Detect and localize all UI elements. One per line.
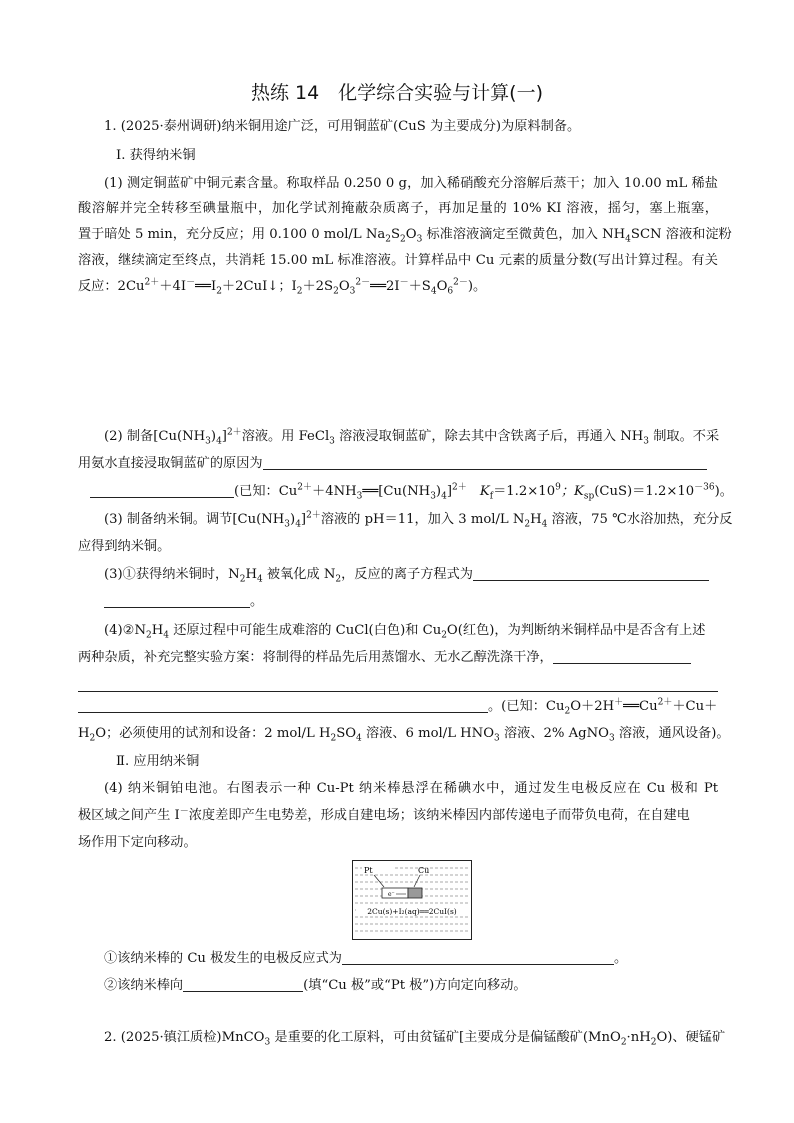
q1-sub2: ②该纳米棒向 (填“Cu 极”或“Pt 极”)方向定向移动。: [104, 978, 527, 993]
q1-p2-line1: (2) 制备$[Cu(NH_3)_4]^{2+}$溶液。用 FeCl$_3$ 溶液浸取铜蓝矿，除去其中含铁离子后，再通入 $NH_3$ 制取。不采: [104, 427, 720, 447]
q1-p3-line1: (3) 制备纳米铜。调节$[Cu(NH_3)_4]^{2+}$溶液的 pH＝11，加入 3 mol/L $N_2H_4$ 溶液，75 ℃水浴加热，充分反: [104, 510, 733, 530]
q1-p1-line2: 酸溶解并完全转移至碘量瓶中，加化学试剂掩蔽杂质离子，再加足量的 10% KI 溶液，摇匀，塞上瓶塞，: [78, 201, 718, 216]
q1-p3-line2: 应得到纳米铜。: [78, 539, 171, 554]
cu-pt-nanorod-diagram: [352, 860, 472, 940]
answer-blank-experiment[interactable]: [553, 649, 691, 664]
q1-p2-line3: (已知：$Cu^{2+}+4NH_3══[Cu(NH_3)_4]^{2+}$ $K_f=1.2\times 10^9$；$K_{sp}(CuS)=1.2\times 10^{-36}$)。: [90, 482, 733, 502]
section-heading-2: Ⅱ. 应用纳米铜: [116, 754, 200, 769]
q1-p4-line3: [78, 676, 718, 696]
answer-blank-reason-cont[interactable]: [90, 483, 234, 498]
pt-label: Pt: [364, 866, 373, 875]
q2-line1: 2. (2025·镇江质检)MnCO$_3$ 是重要的化工原料，可由贫锰矿[主要成分是偏锰酸矿$(MnO_2\cdot nH_2O)$、硬锰矿: [104, 1030, 726, 1048]
q1-p1-line3: 置于暗处 5 min，充分反应；用 0.100 0 mol/L $Na_2S_2O_3$ 标准溶液滴定至微黄色，加入 $NH_4SCN$ 溶液和淀粉: [78, 227, 732, 245]
q1-p4-line5: $H_2O$；必须使用的试剂和设备：2 mol/L $H_2SO_4$ 溶液、6 mol/L $HNO_3$ 溶液、2% AgNO$_3$ 溶液，通风设备)。: [78, 726, 730, 744]
q1-p2-line2: 用氨水直接浸取铜蓝矿的原因为: [78, 454, 707, 474]
q1-p1-line5: 反应：$2Cu^{2+}+4I^-══I_2+2CuI↓$；$I_2+2S_2O_3^{2-}══2I^-+S_4O_6^{2-}$)。: [78, 277, 487, 297]
cu-segment: [408, 888, 422, 898]
q1-p4-line2: 两种杂质，补充完整实验方案：将制得的样品先后用蒸馏水、无水乙醇洗涤干净，: [78, 648, 691, 668]
q1-intro: 1. (2025·泰州调研)纳米铜用途广泛，可用铜蓝矿(CuS 为主要成分)为原料制备。: [104, 119, 581, 134]
answer-blank-ionic-equation-cont[interactable]: [104, 593, 250, 608]
pt-segment: [382, 888, 408, 898]
answer-blank-ionic-equation[interactable]: [473, 566, 709, 581]
page-title: 热练 14 化学综合实验与计算(一): [250, 82, 544, 104]
q1-p3b-line1: (3)①获得纳米铜时，$N_2H_4$ 被氧化成 $N_2$，反应的离子方程式为: [104, 565, 709, 585]
answer-blank-electrode-reaction[interactable]: [342, 950, 614, 965]
q1-p4-line4: 。(已知：$Cu_2O+2H^+══Cu^{2+}+Cu+$: [78, 697, 717, 717]
q1-p5-line3: 场作用下定向移动。: [78, 835, 197, 850]
answer-blank-experiment-end[interactable]: [78, 698, 488, 713]
electron-label: e⁻: [388, 891, 395, 898]
cu-label: Cu: [418, 866, 430, 875]
q1-p5-line2: 极区域之间产生 I－浓度差即产生电势差，形成自建电场；该纳米棒因内部传递电子而带负电荷，在自建电: [78, 806, 690, 823]
reaction-equation: 2Cu(s)+I₂(aq)══2CuI(s): [367, 907, 457, 916]
q1-p5-line1: (4) 纳米铜铂电池。右图表示一种 Cu-Pt 纳米棒悬浮在稀碘水中，通过发生电极反应在 Cu 极和 Pt: [104, 781, 719, 796]
q1-sub1: ①该纳米棒的 Cu 极发生的电极反应式为 。: [104, 951, 628, 966]
q1-p1-line4: 溶液，继续滴定至终点，共消耗 15.00 mL 标准溶液。计算样品中 Cu 元素的质量分数(写出计算过程。有关: [78, 253, 718, 268]
answer-blank-direction[interactable]: [183, 977, 303, 992]
section-heading-1: Ⅰ. 获得纳米铜: [116, 148, 196, 163]
answer-blank-experiment-cont[interactable]: [78, 677, 718, 692]
q1-p3b-line2: 。: [104, 592, 263, 612]
q1-p1-line1: (1) 测定铜蓝矿中铜元素含量。称取样品 0.250 0 g，加入稀硝酸充分溶解后蒸干；加入 10.00 mL 稀盐: [104, 176, 718, 191]
answer-blank-reason[interactable]: [263, 455, 707, 470]
q1-p4-line1: $(4)②N_2H_4$ 还原过程中可能生成难溶的 CuCl(白色)和 $Cu_2O$(红色)，为判断纳米铜样品中是否含有上述: [104, 623, 706, 641]
